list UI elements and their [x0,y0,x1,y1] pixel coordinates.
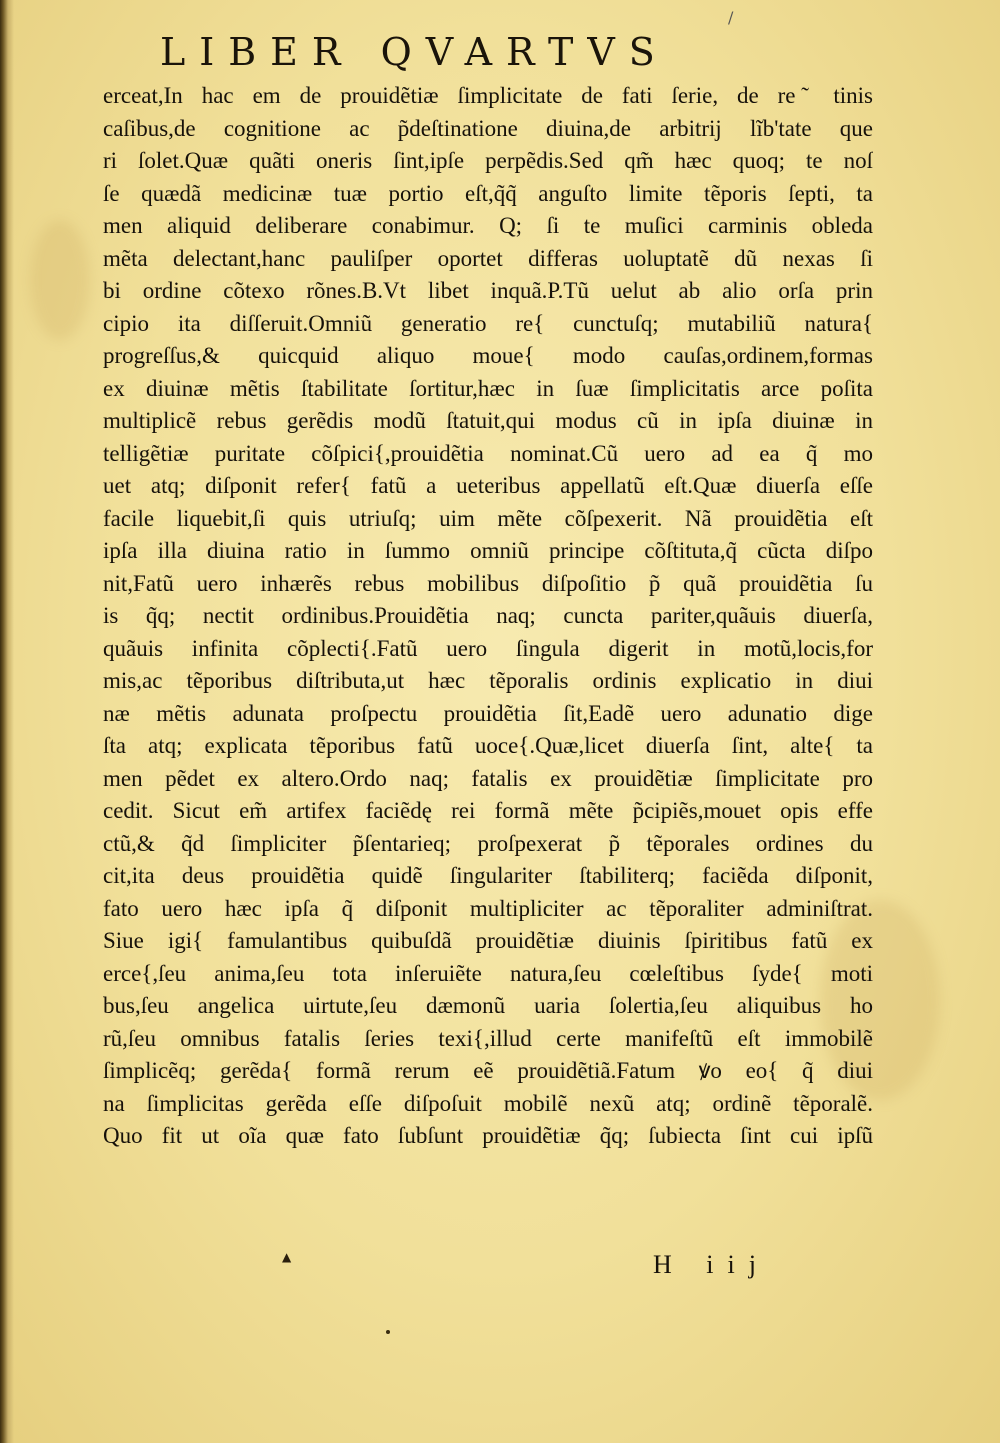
text-line: Quo fit ut oĩa quæ fato ſubſunt prouidẽtiæ q̃q; ſubiecta ſint cui ipſũ [103,1123,873,1148]
text-line: quãuis infinita cõplecti{.Fatũ uero ſingula digerit in motũ,locis,for [103,635,873,661]
text-line: mẽta delectant,hanc pauliſper oportet differas uoluptatẽ dũ nexas ſi [103,245,873,271]
text-line: erceat,In hac em de prouidẽtiæ ſimplicitate de fati ſerie, de re ̃ tinis [103,83,873,108]
ink-dot [386,1330,390,1334]
text-line: cit,ita deus prouidẽtia quidẽ ſingulariter ſtabiliterq; faciẽda diſponit, [103,863,873,888]
text-line: fato uero hæc ipſa q̃ diſponit multipliciter ac tẽporaliter adminiſtrat. [103,895,873,921]
text-line: ſe quædã medicinæ tuæ portio eſt,q̃q̃ anguſto limite tẽporis ſepti, ta [103,180,873,206]
text-line: nit,Fatũ uero inhærẽs rebus mobilibus diſpoſitio p̃ quã prouidẽtia ſu [103,570,873,596]
text-line: bi ordine cõtexo rõnes.B.Vt libet inquã.P.Tũ uelut ab alio orſa prin [103,278,873,303]
text-line: progreſſus,& quicquid aliquo moue{ modo cauſas,ordinem,formas [103,343,873,368]
text-line: rũ,ſeu omnibus fatalis ſeries texi{,illud certe manifeſtũ eſt immobilẽ [103,1025,873,1051]
body-text [103,80,873,1153]
text-line: næ mẽtis adunata proſpectu prouidẽtia ſit,Eadẽ uero adunatio dige [103,700,873,726]
text-line: men aliquid deliberare conabimur. Q; ſi te muſici carminis obleda [103,213,873,238]
text-line: uet atq; diſponit refer{ fatũ a ueteribus appellatũ eſt.Quæ diuerſa eſſe [103,473,873,498]
text-line: is q̃q; nectit ordinibus.Prouidẽtia naq; cuncta pariter,quãuis diuerſa, [103,603,873,628]
text-line: telligẽtiæ puritate cõſpici{,prouidẽtia nominat.Cũ uero ad ea q̃ mo [103,440,873,466]
text-line: na ſimplicitas gerẽda eſſe diſpoſuit mobilẽ nexũ atq; ordinẽ tẽporalẽ. [103,1090,873,1116]
text-line: caſibus,de cognitione ac p̃deſtinatione diuina,de arbitrĳ lĩb'tate que [103,115,873,141]
text-line: cedit. Sicut em̃ artifex faciẽdę rei formã mẽte p̃cipiẽs,mouet opis effe [103,798,873,823]
text-line: bus,ſeu angelica uirtute,ſeu dæmonũ uaria ſolertia,ſeu aliquibus ho [103,993,873,1018]
text-line: ipſa illa diuina ratio in ſummo omniũ principe cõſtituta,q̃ cũcta diſpo [103,538,873,563]
corner-mark: / [728,8,734,27]
signature-mark: H iij [653,1250,770,1279]
text-line: ctũ,& q̃d ſimpliciter p̃ſentarieq; proſpexerat p̃ tẽporales ordines du [103,830,873,856]
text-line: multiplicẽ rebus gerẽdis modũ ſtatuit,qui modus cũ in ipſa diuinæ in [103,408,873,433]
running-head: LIBER QVARTVS [160,30,669,74]
binding-edge-shadow [0,0,14,1443]
text-line: cipio ita diſſeruit.Omniũ generatio re{ cunctuſq; mutabiliũ natura{ [103,310,873,336]
text-line: facile liquebit,ſi quis utriuſq; uim mẽte cõſpexerit. Nã prouidẽtia eſt [103,505,873,531]
paper-stain [30,220,90,340]
text-line: erce{,ſeu anima,ſeu tota inſeruiẽte natura,ſeu cœleſtibus ſyde{ moti [103,960,873,986]
text-line: mis,ac tẽporibus diſtributa,ut hæc tẽporalis ordinis explicatio in diui [103,668,873,693]
text-line: Siue igi{ famulantibus quibuſdã prouidẽtiæ diuinis ſpiritibus fatũ ex [103,928,873,953]
text-line: men pẽdet ex altero.Ordo naq; fatalis ex prouidẽtiæ ſimplicitate pro [103,765,873,791]
text-line: ſta atq; explicata tẽporibus fatũ uoce{.Quæ,licet diuerſa ſint, alte{ ta [103,733,873,758]
text-line: ſimplicẽq; gerẽda{ formã rerum eẽ prouidẽtiã.Fatum ꝟo eo{ q̃ diui [103,1058,873,1083]
text-line: ex diuinæ mẽtis ſtabilitate ſortitur,hæc in ſuæ ſimplicitatis arce poſita [103,375,873,401]
text-line: ri ſolet.Quæ quãti oneris ſint,ipſe perpẽdis.Sed qm̃ hæc quoq; te noſ [103,148,873,173]
caret-mark: ▲ [282,1250,292,1264]
